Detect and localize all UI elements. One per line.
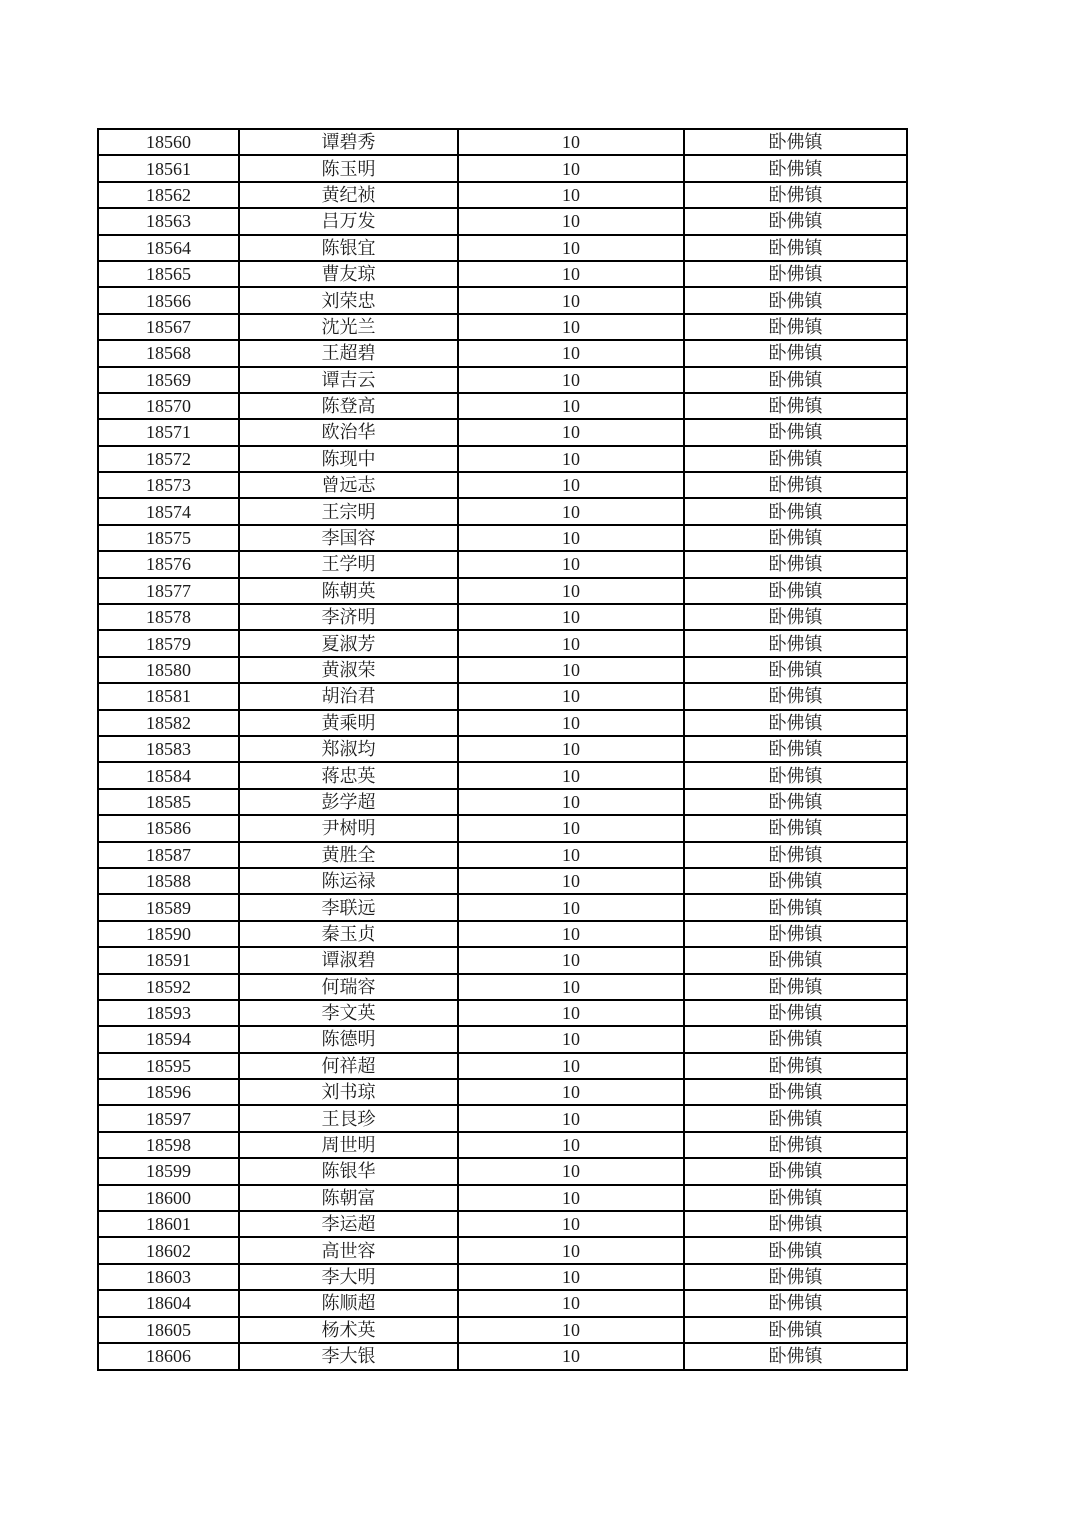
cell-id: 18579	[98, 630, 239, 656]
table-row	[98, 1079, 907, 1105]
table-row	[98, 1264, 907, 1290]
cell-name: 陈银华	[239, 1158, 458, 1184]
table-row	[98, 208, 907, 234]
table-row	[98, 974, 907, 1000]
cell-id: 18563	[98, 208, 239, 234]
cell-town: 卧佛镇	[684, 1237, 907, 1263]
cell-town: 卧佛镇	[684, 129, 907, 155]
cell-name: 李文英	[239, 1000, 458, 1026]
cell-quantity: 10	[458, 947, 684, 973]
cell-id: 18596	[98, 1079, 239, 1105]
cell-id: 18584	[98, 762, 239, 788]
cell-id: 18605	[98, 1317, 239, 1343]
cell-id: 18586	[98, 815, 239, 841]
table-row	[98, 1053, 907, 1079]
cell-quantity: 10	[458, 1026, 684, 1052]
cell-name: 王艮珍	[239, 1105, 458, 1131]
cell-quantity: 10	[458, 762, 684, 788]
cell-town: 卧佛镇	[684, 815, 907, 841]
cell-quantity: 10	[458, 842, 684, 868]
cell-quantity: 10	[458, 393, 684, 419]
cell-quantity: 10	[458, 472, 684, 498]
cell-quantity: 10	[458, 261, 684, 287]
cell-id: 18581	[98, 683, 239, 709]
cell-id: 18567	[98, 314, 239, 340]
cell-town: 卧佛镇	[684, 1317, 907, 1343]
cell-quantity: 10	[458, 604, 684, 630]
cell-name: 王超碧	[239, 340, 458, 366]
cell-id: 18589	[98, 894, 239, 920]
cell-id: 18578	[98, 604, 239, 630]
cell-town: 卧佛镇	[684, 1000, 907, 1026]
cell-id: 18600	[98, 1185, 239, 1211]
cell-name: 陈现中	[239, 446, 458, 472]
table-row	[98, 446, 907, 472]
cell-name: 谭碧秀	[239, 129, 458, 155]
cell-quantity: 10	[458, 578, 684, 604]
cell-town: 卧佛镇	[684, 155, 907, 181]
table-row	[98, 815, 907, 841]
cell-quantity: 10	[458, 340, 684, 366]
cell-id: 18571	[98, 419, 239, 445]
cell-name: 谭吉云	[239, 367, 458, 393]
table-row	[98, 710, 907, 736]
cell-town: 卧佛镇	[684, 710, 907, 736]
cell-name: 黄淑荣	[239, 657, 458, 683]
table-row	[98, 604, 907, 630]
cell-name: 李运超	[239, 1211, 458, 1237]
cell-town: 卧佛镇	[684, 921, 907, 947]
cell-name: 黄纪祯	[239, 182, 458, 208]
cell-quantity: 10	[458, 868, 684, 894]
cell-quantity: 10	[458, 789, 684, 815]
cell-quantity: 10	[458, 525, 684, 551]
cell-id: 18601	[98, 1211, 239, 1237]
cell-name: 何祥超	[239, 1053, 458, 1079]
cell-name: 何瑞容	[239, 974, 458, 1000]
cell-name: 胡治君	[239, 683, 458, 709]
cell-id: 18566	[98, 287, 239, 313]
cell-town: 卧佛镇	[684, 1290, 907, 1316]
cell-name: 高世容	[239, 1237, 458, 1263]
cell-name: 李国容	[239, 525, 458, 551]
records-table-body	[98, 129, 907, 1370]
table-row	[98, 525, 907, 551]
cell-name: 夏淑芳	[239, 630, 458, 656]
table-row	[98, 894, 907, 920]
table-row	[98, 1132, 907, 1158]
cell-quantity: 10	[458, 1343, 684, 1370]
table-row	[98, 1290, 907, 1316]
cell-town: 卧佛镇	[684, 472, 907, 498]
cell-name: 秦玉贞	[239, 921, 458, 947]
cell-id: 18594	[98, 1026, 239, 1052]
table-row	[98, 261, 907, 287]
cell-name: 陈运禄	[239, 868, 458, 894]
cell-id: 18568	[98, 340, 239, 366]
cell-id: 18580	[98, 657, 239, 683]
cell-town: 卧佛镇	[684, 314, 907, 340]
cell-name: 王宗明	[239, 498, 458, 524]
cell-quantity: 10	[458, 1317, 684, 1343]
cell-name: 李大银	[239, 1343, 458, 1370]
table-row	[98, 842, 907, 868]
table-row	[98, 1317, 907, 1343]
cell-quantity: 10	[458, 1105, 684, 1131]
cell-town: 卧佛镇	[684, 578, 907, 604]
table-row	[98, 921, 907, 947]
cell-town: 卧佛镇	[684, 868, 907, 894]
table-row	[98, 1211, 907, 1237]
cell-name: 陈朝富	[239, 1185, 458, 1211]
cell-town: 卧佛镇	[684, 974, 907, 1000]
cell-town: 卧佛镇	[684, 894, 907, 920]
cell-id: 18606	[98, 1343, 239, 1370]
cell-name: 刘书琼	[239, 1079, 458, 1105]
cell-town: 卧佛镇	[684, 551, 907, 577]
cell-town: 卧佛镇	[684, 525, 907, 551]
cell-name: 王学明	[239, 551, 458, 577]
table-row	[98, 1158, 907, 1184]
cell-quantity: 10	[458, 630, 684, 656]
cell-town: 卧佛镇	[684, 1105, 907, 1131]
cell-town: 卧佛镇	[684, 1079, 907, 1105]
records-table	[97, 128, 908, 1371]
cell-quantity: 10	[458, 182, 684, 208]
table-row	[98, 736, 907, 762]
table-row	[98, 235, 907, 261]
cell-id: 18599	[98, 1158, 239, 1184]
cell-town: 卧佛镇	[684, 947, 907, 973]
cell-quantity: 10	[458, 974, 684, 1000]
cell-quantity: 10	[458, 1000, 684, 1026]
cell-id: 18570	[98, 393, 239, 419]
cell-id: 18585	[98, 789, 239, 815]
cell-name: 尹树明	[239, 815, 458, 841]
cell-id: 18593	[98, 1000, 239, 1026]
cell-town: 卧佛镇	[684, 261, 907, 287]
table-row	[98, 551, 907, 577]
table-row	[98, 340, 907, 366]
cell-town: 卧佛镇	[684, 630, 907, 656]
cell-id: 18588	[98, 868, 239, 894]
table-row	[98, 762, 907, 788]
cell-id: 18587	[98, 842, 239, 868]
table-row	[98, 182, 907, 208]
cell-id: 18592	[98, 974, 239, 1000]
cell-quantity: 10	[458, 921, 684, 947]
cell-quantity: 10	[458, 894, 684, 920]
table-row	[98, 419, 907, 445]
cell-quantity: 10	[458, 736, 684, 762]
cell-quantity: 10	[458, 551, 684, 577]
cell-quantity: 10	[458, 287, 684, 313]
cell-name: 曹友琼	[239, 261, 458, 287]
cell-town: 卧佛镇	[684, 1158, 907, 1184]
cell-town: 卧佛镇	[684, 1343, 907, 1370]
cell-id: 18595	[98, 1053, 239, 1079]
cell-name: 欧治华	[239, 419, 458, 445]
cell-id: 18576	[98, 551, 239, 577]
cell-town: 卧佛镇	[684, 419, 907, 445]
cell-id: 18573	[98, 472, 239, 498]
cell-town: 卧佛镇	[684, 1185, 907, 1211]
cell-quantity: 10	[458, 1185, 684, 1211]
cell-id: 18562	[98, 182, 239, 208]
table-row	[98, 1185, 907, 1211]
cell-town: 卧佛镇	[684, 657, 907, 683]
cell-id: 18597	[98, 1105, 239, 1131]
cell-name: 陈银宜	[239, 235, 458, 261]
cell-town: 卧佛镇	[684, 287, 907, 313]
cell-town: 卧佛镇	[684, 208, 907, 234]
cell-name: 李济明	[239, 604, 458, 630]
cell-name: 陈顺超	[239, 1290, 458, 1316]
table-row	[98, 367, 907, 393]
table-row	[98, 868, 907, 894]
cell-name: 黄胜全	[239, 842, 458, 868]
cell-town: 卧佛镇	[684, 498, 907, 524]
cell-name: 陈登高	[239, 393, 458, 419]
table-row	[98, 314, 907, 340]
cell-quantity: 10	[458, 155, 684, 181]
cell-id: 18575	[98, 525, 239, 551]
table-row	[98, 1026, 907, 1052]
cell-quantity: 10	[458, 1079, 684, 1105]
table-row	[98, 393, 907, 419]
cell-id: 18583	[98, 736, 239, 762]
cell-quantity: 10	[458, 657, 684, 683]
cell-quantity: 10	[458, 1237, 684, 1263]
cell-id: 18569	[98, 367, 239, 393]
cell-town: 卧佛镇	[684, 1026, 907, 1052]
cell-town: 卧佛镇	[684, 393, 907, 419]
cell-quantity: 10	[458, 314, 684, 340]
cell-name: 杨术英	[239, 1317, 458, 1343]
table-row	[98, 630, 907, 656]
cell-town: 卧佛镇	[684, 789, 907, 815]
cell-town: 卧佛镇	[684, 604, 907, 630]
cell-town: 卧佛镇	[684, 340, 907, 366]
cell-id: 18582	[98, 710, 239, 736]
table-row	[98, 1000, 907, 1026]
cell-name: 陈朝英	[239, 578, 458, 604]
cell-id: 18603	[98, 1264, 239, 1290]
table-row	[98, 789, 907, 815]
cell-quantity: 10	[458, 446, 684, 472]
cell-quantity: 10	[458, 367, 684, 393]
cell-town: 卧佛镇	[684, 1053, 907, 1079]
cell-quantity: 10	[458, 815, 684, 841]
cell-quantity: 10	[458, 1290, 684, 1316]
cell-town: 卧佛镇	[684, 367, 907, 393]
cell-town: 卧佛镇	[684, 842, 907, 868]
table-row	[98, 1343, 907, 1370]
cell-quantity: 10	[458, 498, 684, 524]
cell-name: 陈玉明	[239, 155, 458, 181]
cell-name: 谭淑碧	[239, 947, 458, 973]
cell-quantity: 10	[458, 1053, 684, 1079]
cell-town: 卧佛镇	[684, 736, 907, 762]
cell-id: 18565	[98, 261, 239, 287]
cell-name: 郑淑均	[239, 736, 458, 762]
cell-id: 18577	[98, 578, 239, 604]
cell-id: 18560	[98, 129, 239, 155]
cell-town: 卧佛镇	[684, 1264, 907, 1290]
cell-id: 18602	[98, 1237, 239, 1263]
cell-quantity: 10	[458, 235, 684, 261]
cell-town: 卧佛镇	[684, 446, 907, 472]
cell-quantity: 10	[458, 1264, 684, 1290]
cell-name: 彭学超	[239, 789, 458, 815]
cell-id: 18604	[98, 1290, 239, 1316]
cell-id: 18561	[98, 155, 239, 181]
cell-quantity: 10	[458, 710, 684, 736]
table-row	[98, 947, 907, 973]
cell-name: 陈德明	[239, 1026, 458, 1052]
cell-name: 吕万发	[239, 208, 458, 234]
cell-name: 沈光兰	[239, 314, 458, 340]
cell-id: 18574	[98, 498, 239, 524]
cell-name: 李大明	[239, 1264, 458, 1290]
cell-town: 卧佛镇	[684, 762, 907, 788]
table-row	[98, 578, 907, 604]
cell-name: 周世明	[239, 1132, 458, 1158]
table-row	[98, 1237, 907, 1263]
cell-id: 18598	[98, 1132, 239, 1158]
table-row	[98, 683, 907, 709]
cell-quantity: 10	[458, 1158, 684, 1184]
table-row	[98, 1105, 907, 1131]
cell-town: 卧佛镇	[684, 683, 907, 709]
cell-id: 18572	[98, 446, 239, 472]
cell-id: 18591	[98, 947, 239, 973]
table-row	[98, 657, 907, 683]
cell-town: 卧佛镇	[684, 1132, 907, 1158]
cell-name: 李联远	[239, 894, 458, 920]
cell-name: 黄乘明	[239, 710, 458, 736]
cell-quantity: 10	[458, 683, 684, 709]
cell-id: 18590	[98, 921, 239, 947]
cell-quantity: 10	[458, 208, 684, 234]
table-row	[98, 472, 907, 498]
cell-town: 卧佛镇	[684, 182, 907, 208]
table-row	[98, 129, 907, 155]
cell-quantity: 10	[458, 1132, 684, 1158]
cell-quantity: 10	[458, 1211, 684, 1237]
cell-name: 刘荣忠	[239, 287, 458, 313]
table-row	[98, 498, 907, 524]
cell-quantity: 10	[458, 419, 684, 445]
table-row	[98, 287, 907, 313]
cell-quantity: 10	[458, 129, 684, 155]
cell-town: 卧佛镇	[684, 1211, 907, 1237]
cell-name: 蒋忠英	[239, 762, 458, 788]
cell-name: 曾远志	[239, 472, 458, 498]
cell-town: 卧佛镇	[684, 235, 907, 261]
cell-id: 18564	[98, 235, 239, 261]
table-row	[98, 155, 907, 181]
